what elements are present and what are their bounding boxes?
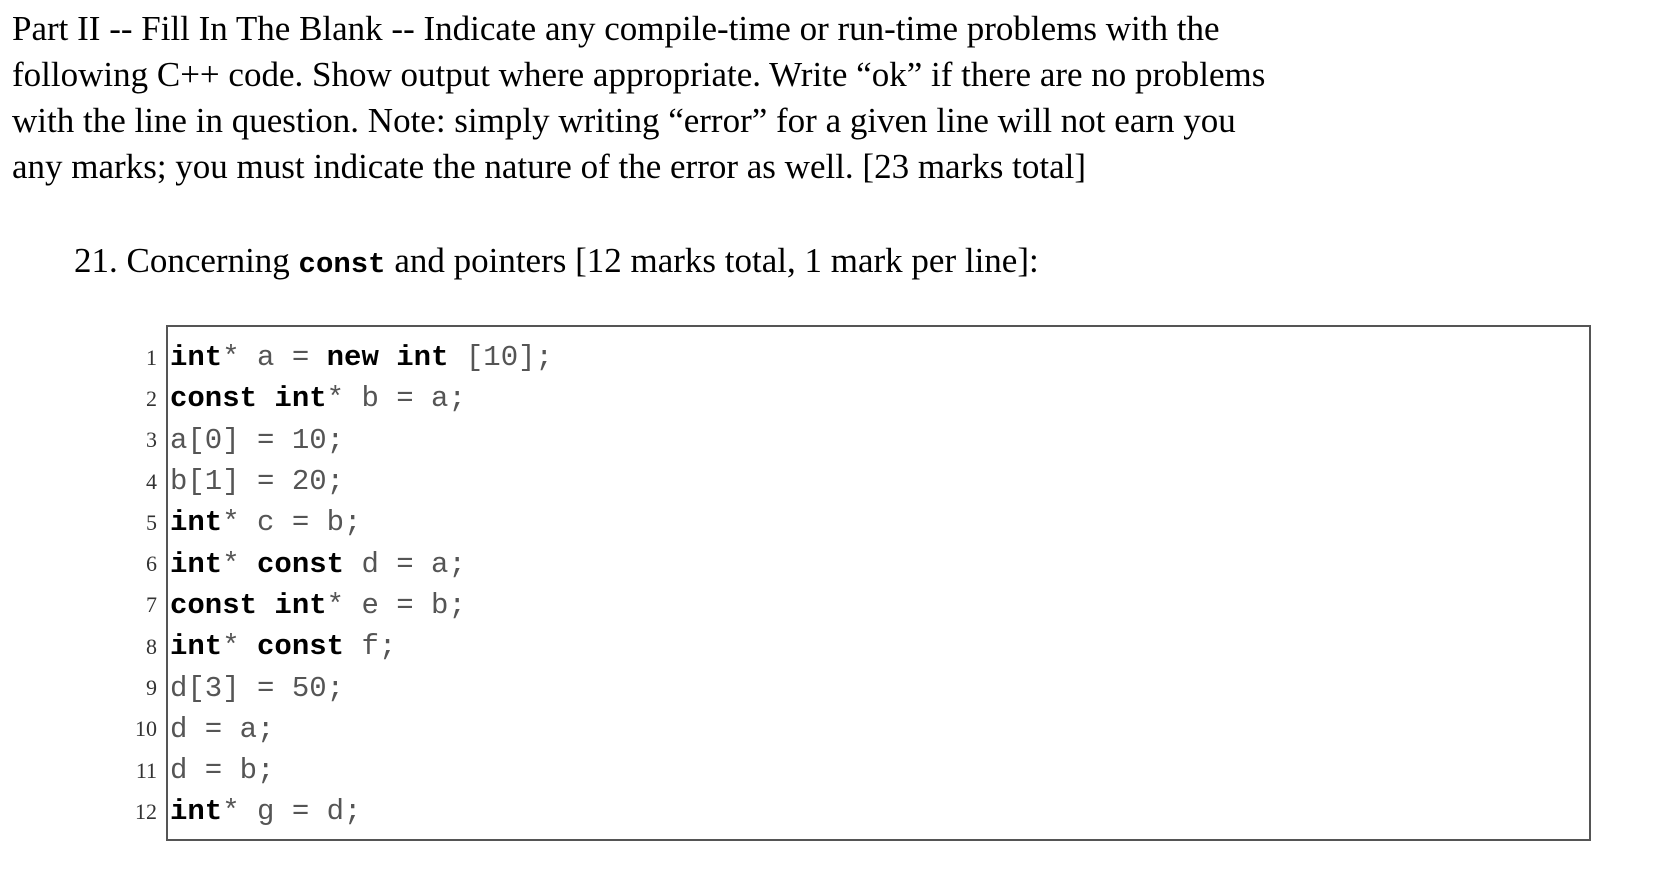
instructions-paragraph xyxy=(12,6,1612,190)
code-token: d[3] = 50; xyxy=(170,671,345,705)
code-keyword: const xyxy=(170,588,258,622)
code-text xyxy=(162,672,344,705)
code-line xyxy=(120,791,553,832)
code-token xyxy=(257,589,274,622)
code-token: * a = xyxy=(222,341,327,375)
code-line xyxy=(120,420,553,461)
code-line xyxy=(120,543,553,584)
code-line xyxy=(120,667,553,708)
code-text xyxy=(162,754,274,787)
instructions-line: following C++ code. Show output where appropriate. Write “ok” if there are no problems xyxy=(12,55,1266,94)
instructions-line: any marks; you must indicate the nature of the error as well. [23 marks total] xyxy=(12,147,1086,186)
code-text xyxy=(162,341,553,374)
code-line xyxy=(120,585,553,626)
code-text xyxy=(162,506,361,539)
code-keyword: int xyxy=(170,795,223,829)
code-token: d = a; xyxy=(344,547,466,581)
code-token: f; xyxy=(344,630,397,664)
code-token: * g = d; xyxy=(222,795,362,829)
code-keyword: new xyxy=(326,341,379,375)
code-token xyxy=(257,382,274,415)
question-21-heading xyxy=(74,238,1039,288)
code-line xyxy=(120,502,553,543)
code-line xyxy=(120,626,553,667)
code-line xyxy=(120,461,553,502)
code-text xyxy=(162,548,466,581)
question-suffix: and pointers [12 marks total, 1 mark per line]: xyxy=(394,241,1039,280)
code-keyword: int xyxy=(170,506,223,540)
code-line xyxy=(120,337,553,378)
code-token: * xyxy=(222,630,258,664)
code-line xyxy=(120,709,553,750)
code-text xyxy=(162,713,274,746)
code-token: * e = b; xyxy=(326,588,466,622)
code-keyword: int xyxy=(170,341,223,375)
code-token: * c = b; xyxy=(222,506,362,540)
code-keyword: int xyxy=(396,341,449,375)
code-token: b[1] = 20; xyxy=(170,465,345,499)
line-number: 3 xyxy=(146,427,157,453)
code-token: a[0] = 10; xyxy=(170,423,345,457)
line-number: 5 xyxy=(146,509,157,535)
question-keyword: const xyxy=(298,248,386,281)
line-number: 2 xyxy=(146,385,157,411)
code-keyword: const xyxy=(257,547,345,581)
line-number: 12 xyxy=(135,798,157,824)
code-keyword: int xyxy=(170,547,223,581)
line-number: 10 xyxy=(135,716,157,742)
code-token: * b = a; xyxy=(326,382,466,416)
instructions-line: Part II -- Fill In The Blank -- Indicate any compile-time or run-time problems with the xyxy=(12,9,1220,48)
instructions-line: with the line in question. Note: simply writing “error” for a given line will not earn you xyxy=(12,101,1236,140)
code-keyword: const xyxy=(257,630,345,664)
code-text xyxy=(162,465,344,498)
code-line xyxy=(120,378,553,419)
line-number: 7 xyxy=(146,592,157,618)
code-keyword: int xyxy=(274,382,327,416)
code-text xyxy=(162,424,344,457)
code-keyword: const xyxy=(170,382,258,416)
line-number: 11 xyxy=(135,757,157,783)
code-listing xyxy=(120,337,553,833)
code-keyword: int xyxy=(274,588,327,622)
code-text xyxy=(162,630,396,663)
code-text xyxy=(162,795,361,828)
code-keyword: int xyxy=(170,630,223,664)
code-text xyxy=(162,382,466,415)
code-token: * xyxy=(222,547,258,581)
line-number: 4 xyxy=(146,468,157,494)
code-token: d = b; xyxy=(170,754,275,788)
code-text xyxy=(162,589,466,622)
line-number: 9 xyxy=(146,675,157,701)
line-number: 1 xyxy=(146,344,157,370)
code-token: [10]; xyxy=(448,341,553,375)
line-number: 6 xyxy=(146,551,157,577)
code-token: d = a; xyxy=(170,712,275,746)
question-prefix: Concerning xyxy=(126,241,290,280)
line-number: 8 xyxy=(146,633,157,659)
question-number: 21. xyxy=(74,241,118,280)
code-line xyxy=(120,750,553,791)
code-token xyxy=(379,341,396,374)
